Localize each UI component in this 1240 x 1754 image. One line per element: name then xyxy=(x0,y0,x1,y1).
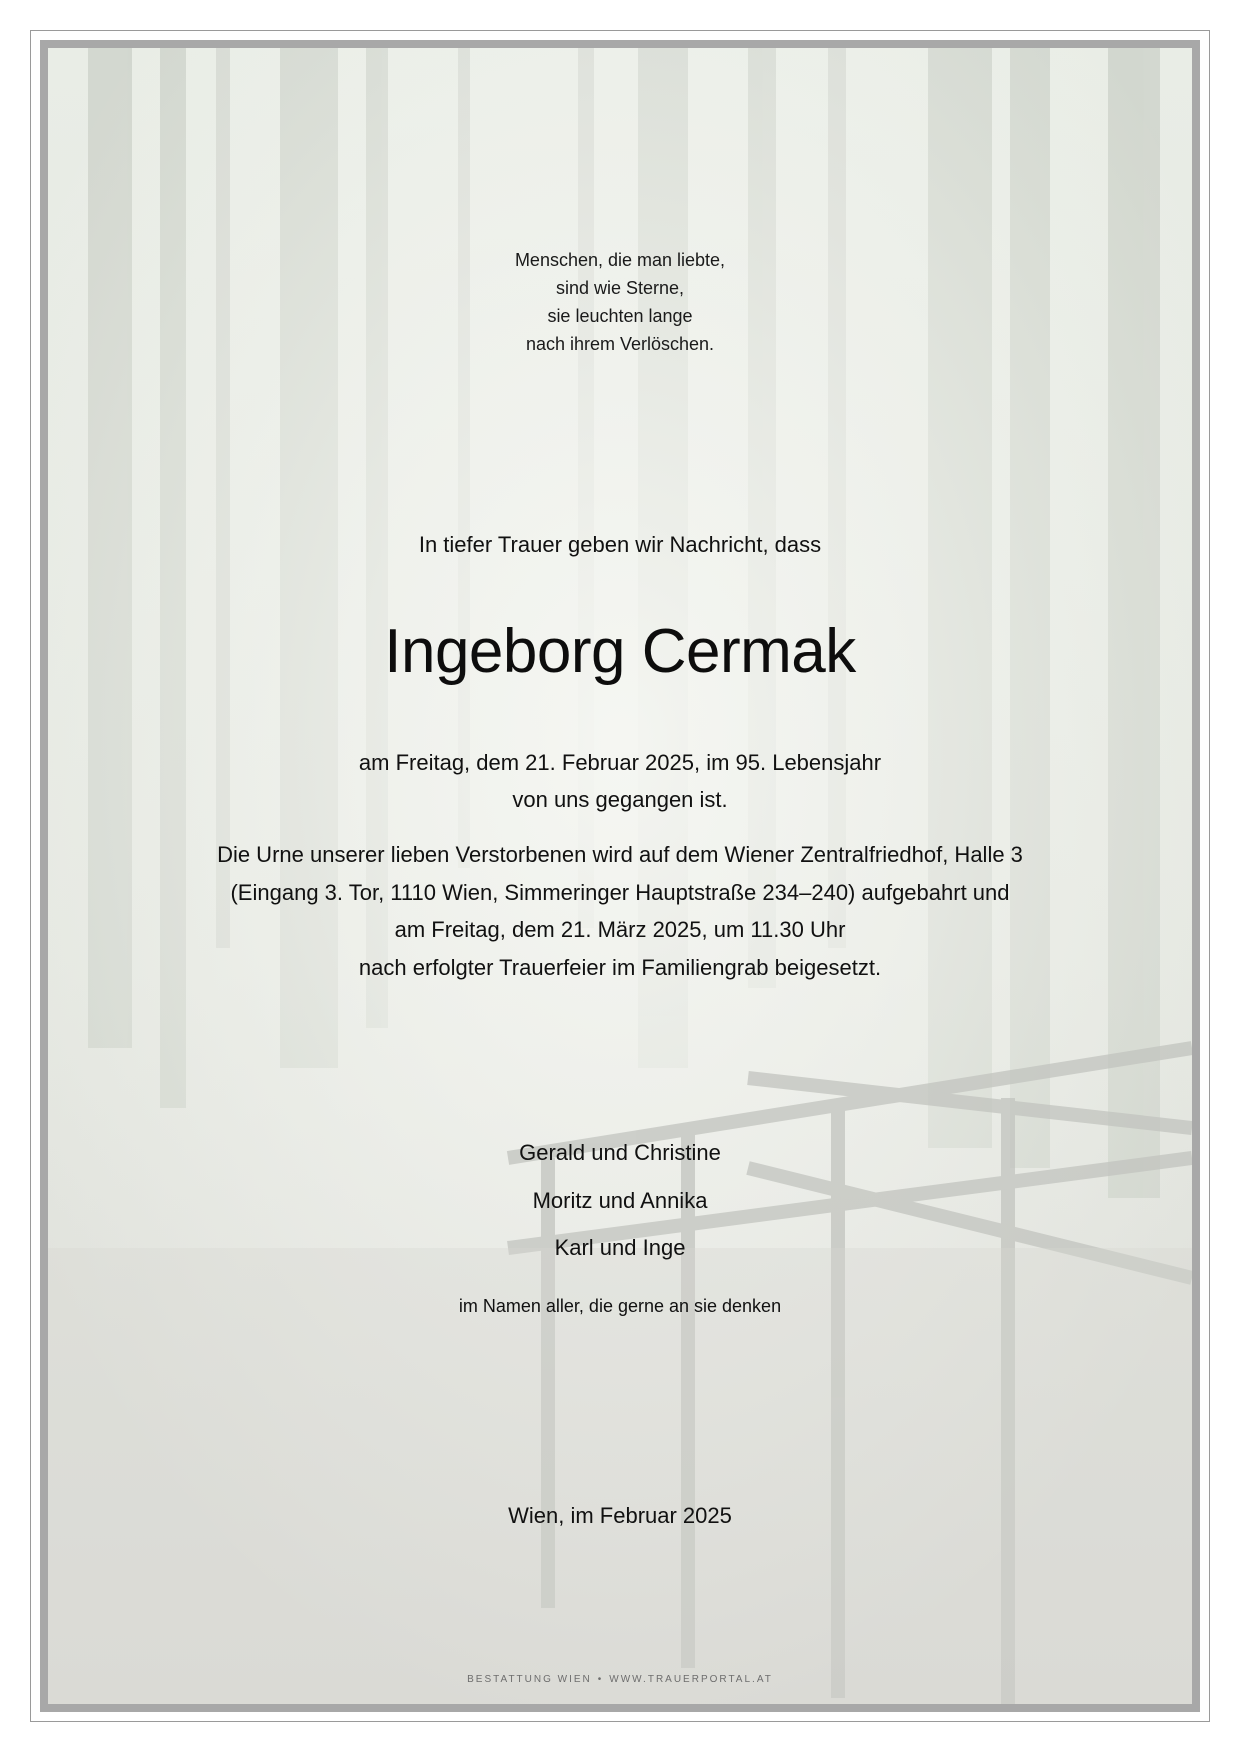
death-details xyxy=(48,744,1192,818)
deceased-name: Ingeborg Cermak xyxy=(384,617,856,686)
ceremony-line: nach erfolgter Trauerfeier im Familiengrab beigesetzt. xyxy=(358,954,882,980)
mourner-name: Moritz und Annika xyxy=(532,1188,708,1213)
mourner-name: Karl und Inge xyxy=(554,1235,686,1260)
notice-card xyxy=(40,40,1200,1712)
quote-line: sie leuchten lange xyxy=(547,306,693,326)
memorial-quote xyxy=(48,246,1192,358)
announcement-intro: In tiefer Trauer geben wir Nachricht, dass xyxy=(418,532,822,557)
quote-line: sind wie Sterne, xyxy=(555,278,685,298)
death-line: von uns gegangen ist. xyxy=(512,787,728,812)
place-and-date: Wien, im Februar 2025 xyxy=(508,1503,732,1528)
ceremony-line: am Freitag, dem 21. März 2025, um 11.30 Uhr xyxy=(394,917,846,942)
ceremony-line: Die Urne unserer lieben Verstorbenen wird auf dem Wiener Zentralfriedhof, Halle 3 xyxy=(217,842,1023,867)
notice-content xyxy=(48,48,1192,1704)
death-line: am Freitag, dem 21. Februar 2025, im 95. Lebensjahr xyxy=(358,750,882,775)
quote-line: nach ihrem Verlöschen. xyxy=(525,334,715,354)
footer-company: BESTATTUNG WIEN xyxy=(467,1674,592,1685)
mourner-name: Gerald und Christine xyxy=(519,1140,721,1165)
ceremony-details xyxy=(48,836,1192,986)
ceremony-line: (Eingang 3. Tor, 1110 Wien, Simmeringer Hauptstraße 234–240) aufgebahrt und xyxy=(230,879,1010,905)
footer-separator: • xyxy=(597,1674,604,1685)
quote-line: Menschen, die man liebte, xyxy=(514,250,726,270)
closing-line: im Namen aller, die gerne an sie denken xyxy=(458,1296,782,1316)
footer-credit xyxy=(48,1674,1192,1685)
footer-website-link[interactable]: WWW.TRAUERPORTAL.AT xyxy=(609,1674,773,1685)
